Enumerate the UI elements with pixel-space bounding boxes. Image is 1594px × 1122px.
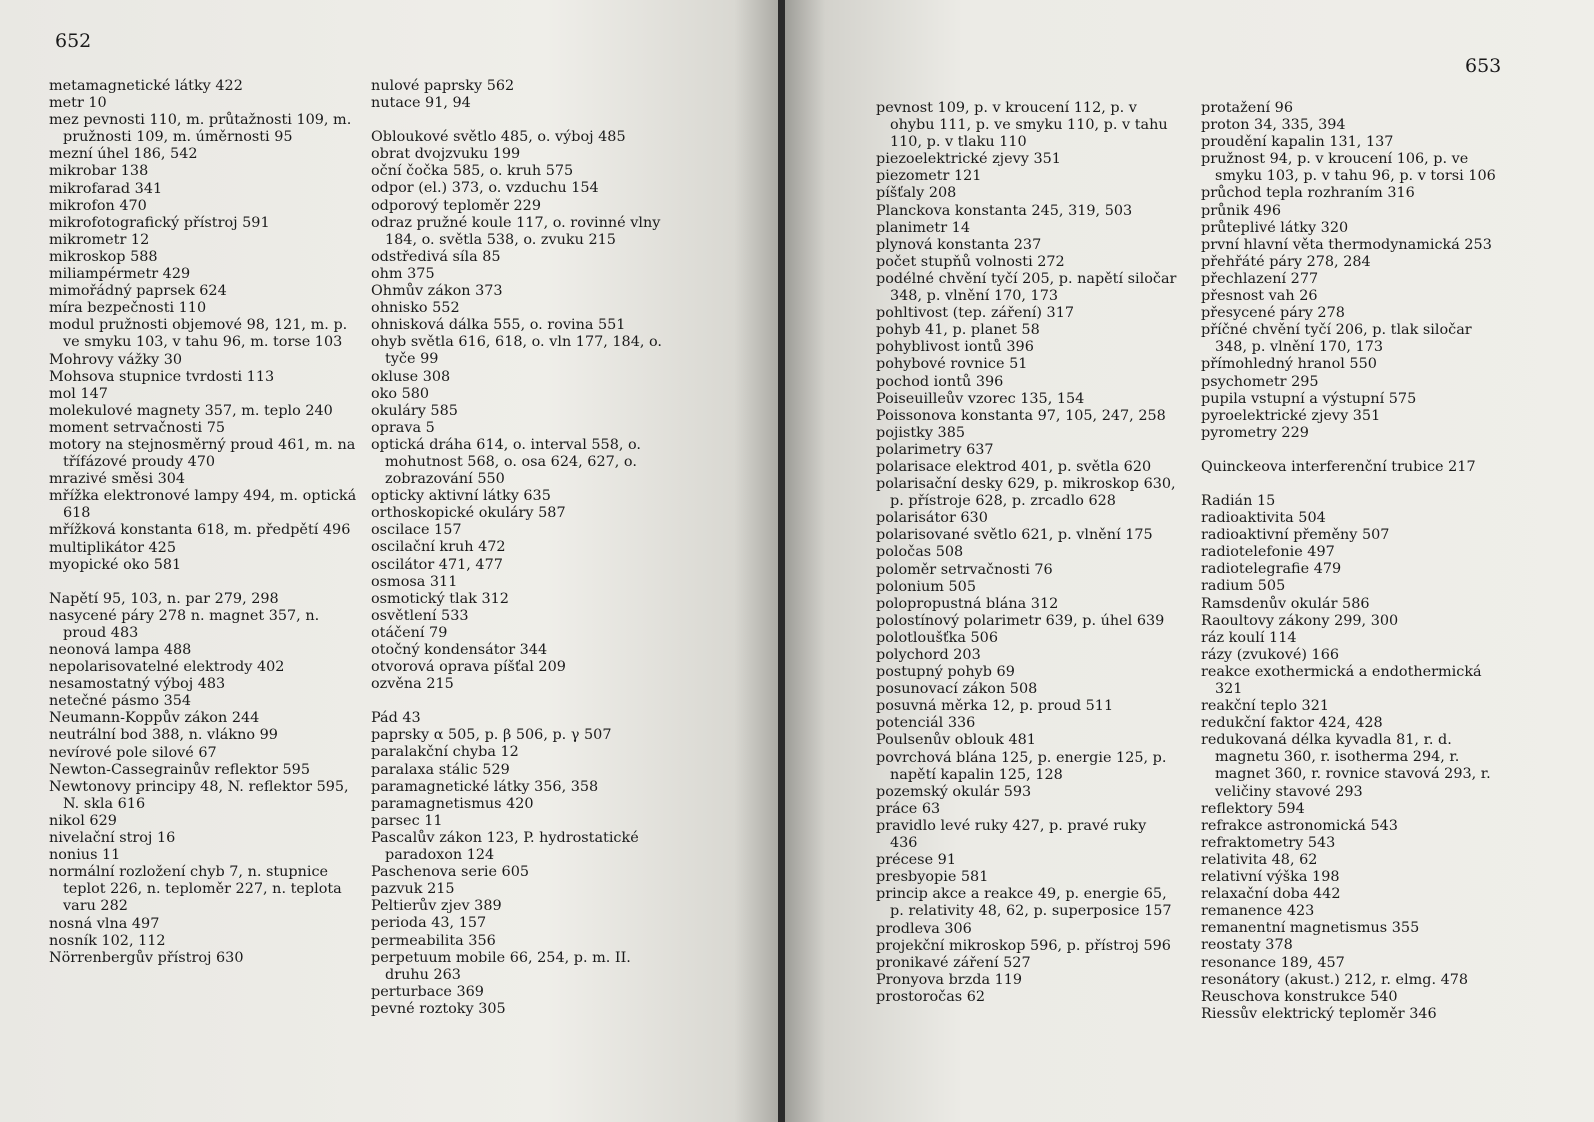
index-entry: polarisační desky 629, p. mikroskop 630, p. přístroje 628, p. zrcadlo 628: [876, 476, 1176, 510]
index-entry: neonová lampa 488: [49, 642, 192, 658]
index-entry: otáčení 79: [371, 624, 448, 641]
index-entry: pyrometry 229: [1201, 424, 1309, 441]
index-entry: počet stupňů volnosti 272: [876, 253, 1065, 270]
index-entry: proton 34, 335, 394: [1201, 117, 1346, 134]
index-entry: Paschenova serie 605: [371, 864, 530, 881]
index-entry: okuláry 585: [371, 402, 458, 419]
index-entry: polarisátor 630: [876, 510, 988, 527]
index-entry: permeabilita 356: [371, 932, 496, 949]
index-entry: pazvuk 215: [371, 881, 455, 898]
index-entry: nulové paprsky 562: [371, 78, 515, 94]
index-entry: perturbace 369: [371, 983, 484, 1000]
index-entry: oční čočka 585, o. kruh 575: [371, 163, 574, 180]
index-entry: polonium 505: [876, 578, 976, 595]
index-entry: Newton-Cassegrainův reflektor 595: [49, 761, 310, 778]
index-entry: nonius 11: [49, 847, 121, 864]
index-entry: přehřáté páry 278, 284: [1201, 253, 1371, 270]
index-entry: relativní výška 198: [1201, 869, 1340, 886]
index-entry: první hlavní věta thermodynamická 253: [1201, 236, 1492, 253]
index-entry: perpetuum mobile 66, 254, p. m. II. druhu 263: [371, 949, 631, 983]
index-column-left-1: [49, 78, 357, 967]
index-entry: polychord 203: [876, 647, 981, 663]
index-entry: mikroskop 588: [49, 248, 158, 265]
index-entry: Pád 43: [371, 710, 421, 727]
index-entry: ohnisko 552: [371, 300, 460, 317]
index-entry: pojistky 385: [876, 424, 965, 441]
index-entry: prostoročas 62: [876, 988, 986, 1005]
index-entry: práce 63: [876, 800, 941, 817]
index-entry: osvětlení 533: [371, 607, 469, 624]
index-entry: oscilátor 471, 477: [371, 556, 503, 573]
index-entry: relaxační doba 442: [1201, 886, 1341, 903]
index-entry: otočný kondensátor 344: [371, 642, 548, 658]
index-entry: poločas 508: [876, 544, 964, 561]
index-entry: oko 580: [371, 385, 430, 402]
index-entry: příčné chvění tyčí 206, p. tlak siločar 348, p. vlnění 170, 173: [1201, 322, 1472, 356]
index-entry: mrazivé směsi 304: [49, 471, 186, 488]
index-entry: nesamostatný výboj 483: [49, 676, 226, 693]
index-entry: piezoelektrické zjevy 351: [876, 151, 1061, 168]
index-entry: pronikavé záření 527: [876, 954, 1031, 971]
index-entry: resonance 189, 457: [1201, 954, 1345, 971]
index-entry: mez pevnosti 110, m. průtažnosti 109, m. pružnosti 109, m. úměrnosti 95: [49, 112, 352, 146]
index-entry: nasycené páry 278 n. magnet 357, n. proud 483: [49, 607, 320, 641]
index-entry: mřížka elektronové lampy 494, m. optická 618: [49, 488, 357, 522]
index-entry: polarimetry 637: [876, 441, 994, 458]
index-entry: paprsky α 505, p. β 506, p. γ 507: [371, 727, 612, 744]
index-column-right-1: [876, 100, 1178, 1006]
index-entry: Ohmův zákon 373: [371, 283, 503, 300]
index-entry: mimořádný paprsek 624: [49, 283, 227, 300]
index-entry: opticky aktivní látky 635: [371, 488, 551, 505]
index-entry: pevné roztoky 305: [371, 1000, 506, 1017]
index-entry: resonátory (akust.) 212, r. elmg. 478: [1201, 971, 1469, 988]
index-entry: multiplikátor 425: [49, 539, 176, 556]
index-entry: piezometr 121: [876, 168, 982, 185]
index-entry: mikrofotografický přístroj 591: [49, 214, 270, 231]
index-entry: obrat dvojzvuku 199: [371, 146, 521, 163]
index-entry: oscilační kruh 472: [371, 539, 506, 556]
index-entry: přechlazení 277: [1201, 270, 1319, 287]
index-entry: moment setrvačnosti 75: [49, 419, 226, 436]
index-entry: presbyopie 581: [876, 869, 989, 886]
index-entry: Planckova konstanta 245, 319, 503: [876, 202, 1133, 219]
index-entry: přesycené páry 278: [1201, 305, 1345, 322]
index-entry: radiotelefonie 497: [1201, 544, 1335, 561]
index-column-right-2: [1201, 100, 1503, 1023]
left-page: [0, 0, 781, 1122]
index-entry: radioaktivní přeměny 507: [1201, 527, 1390, 544]
index-entry: mikrometr 12: [49, 231, 150, 248]
index-entry: proudění kapalin 131, 137: [1201, 134, 1394, 151]
index-entry: odstředivá síla 85: [371, 248, 501, 265]
index-entry: pochod iontů 396: [876, 373, 1004, 390]
index-entry: ráz koulí 114: [1201, 629, 1297, 646]
index-entry: metr 10: [49, 95, 107, 112]
index-entry: pohyblivost iontů 396: [876, 339, 1034, 356]
index-entry: nevírové pole silové 67: [49, 744, 217, 761]
index-entry: Riessův elektrický teploměr 346: [1201, 1005, 1437, 1022]
index-entry: Napětí 95, 103, n. par 279, 298: [49, 590, 279, 607]
index-entry: refraktometry 543: [1201, 834, 1336, 851]
index-entry: povrchová blána 125, p. energie 125, p. napětí kapalin 125, 128: [876, 749, 1167, 783]
index-entry: myopické oko 581: [49, 556, 182, 573]
index-entry: Poiseuilleův vzorec 135, 154: [876, 390, 1085, 407]
index-entry: Radián 15: [1201, 492, 1276, 509]
index-entry: motory na stejnosměrný proud 461, m. na třífázové proudy 470: [49, 436, 356, 471]
index-entry: ozvěna 215: [371, 676, 454, 693]
index-entry: nosník 102, 112: [49, 932, 166, 949]
index-entry: polarisace elektrod 401, p. světla 620: [876, 458, 1152, 475]
index-entry: pohyb 41, p. planet 58: [876, 322, 1040, 339]
index-entry: molekulové magnety 357, m. teplo 240: [49, 402, 333, 419]
page-number-right: 653: [1465, 55, 1502, 77]
index-entry: mikrofarad 341: [49, 180, 163, 197]
index-entry: redukční faktor 424, 428: [1201, 715, 1383, 732]
index-entry: oprava 5: [371, 419, 435, 436]
index-entry: přímohledný hranol 550: [1201, 356, 1377, 373]
index-entry: ohnisková dálka 555, o. rovina 551: [371, 317, 626, 334]
index-entry: redukovaná délka kyvadla 81, r. d. magnetu 360, r. isotherma 294, r. magnet 360, r. rovnice stavová 293, r. veličiny stavové 293: [1201, 732, 1491, 800]
index-entry: paralaxa stálic 529: [371, 761, 510, 778]
index-entry: osmotický tlak 312: [371, 590, 509, 607]
index-entry: otvorová oprava píšťal 209: [371, 659, 566, 676]
index-entry: nikol 629: [49, 812, 117, 829]
index-entry: Poulsenův oblouk 481: [876, 732, 1036, 749]
index-column-left-2: [371, 78, 679, 1018]
index-entry: posunovací zákon 508: [876, 681, 1038, 698]
index-entry: pravidlo levé ruky 427, p. pravé ruky 436: [876, 817, 1147, 852]
index-entry: mikrofon 470: [49, 197, 147, 214]
index-entry: prodleva 306: [876, 920, 972, 937]
index-entry: Mohsova stupnice tvrdosti 113: [49, 368, 275, 385]
index-entry: odpor (el.) 373, o. vzduchu 154: [371, 180, 599, 197]
index-entry: mřížková konstanta 618, m. předpětí 496: [49, 522, 351, 539]
index-entry: remanentní magnetismus 355: [1201, 920, 1420, 937]
index-entry: parsec 11: [371, 812, 443, 829]
index-entry: Nörrenbergův přístroj 630: [49, 949, 244, 966]
index-entry: míra bezpečnosti 110: [49, 300, 207, 317]
index-entry: pozemský okulár 593: [876, 783, 1032, 800]
index-entry: posuvná měrka 12, p. proud 511: [876, 698, 1114, 715]
index-entry: radiotelegrafie 479: [1201, 561, 1342, 578]
page-number-left: 652: [55, 30, 92, 52]
index-entry: odraz pružné koule 117, o. rovinné vlny 184, o. světla 538, o. zvuku 215: [371, 214, 661, 248]
index-entry: odporový teploměr 229: [371, 197, 541, 214]
index-entry: okluse 308: [371, 368, 451, 385]
index-entry: píšťaly 208: [876, 185, 957, 202]
index-entry: metamagnetické látky 422: [49, 78, 243, 94]
index-entry: rázy (zvukové) 166: [1201, 646, 1340, 663]
index-entry: nosná vlna 497: [49, 915, 160, 932]
index-entry: mezní úhel 186, 542: [49, 146, 198, 163]
index-entry: planimetr 14: [876, 219, 970, 236]
index-entry: postupný pohyb 69: [876, 664, 1015, 681]
index-entry: reostaty 378: [1201, 937, 1293, 954]
index-entry: Poissonova konstanta 97, 105, 247, 258: [876, 407, 1166, 424]
index-entry: pyroelektrické zjevy 351: [1201, 407, 1381, 424]
index-entry: refrakce astronomická 543: [1201, 817, 1398, 834]
index-entry: pohybové rovnice 51: [876, 356, 1028, 373]
index-entry: Neumann-Koppův zákon 244: [49, 710, 260, 727]
index-entry: mol 147: [49, 385, 108, 402]
index-entry: miliampérmetr 429: [49, 266, 191, 283]
index-entry: Raoultovy zákony 299, 300: [1201, 612, 1399, 629]
right-page: [785, 0, 1594, 1122]
index-entry: reakce exothermická a endothermická 321: [1201, 663, 1482, 697]
index-entry: paramagnetismus 420: [371, 795, 534, 812]
index-entry: netečné pásmo 354: [49, 693, 192, 710]
index-entry: Quinckeova interferenční trubice 217: [1201, 458, 1476, 475]
index-entry: princip akce a reakce 49, p. energie 65, p. relativity 48, 62, p. superposice 157: [876, 886, 1172, 920]
index-entry: ohyb světla 616, 618, o. vln 177, 184, o. tyče 99: [371, 334, 663, 368]
index-entry: modul pružnosti objemové 98, 121, m. p. ve smyku 103, v tahu 96, m. torse 103: [49, 317, 348, 351]
index-entry: ohm 375: [371, 265, 435, 282]
index-entry: orthoskopické okuláry 587: [371, 505, 566, 522]
index-entry: přesnost vah 26: [1201, 288, 1318, 305]
index-entry: polostínový polarimetr 639, p. úhel 639: [876, 612, 1165, 629]
index-entry: reflektory 594: [1201, 800, 1305, 817]
index-entry: optická dráha 614, o. interval 558, o. mohutnost 568, o. osa 624, 627, o. zobrazování 550: [371, 436, 641, 488]
index-entry: polotloušťka 506: [876, 629, 998, 646]
index-entry: remanence 423: [1201, 903, 1315, 920]
index-entry: nepolarisovatelné elektrody 402: [49, 659, 285, 676]
index-entry: Peltierův zjev 389: [371, 898, 502, 915]
index-entry: průteplivé látky 320: [1201, 219, 1349, 236]
index-entry: podélné chvění tyčí 205, p. napětí siločar 348, p. vlnění 170, 173: [876, 270, 1177, 305]
index-entry: pružnost 94, p. v kroucení 106, p. ve smyku 103, p. v tahu 96, p. v torsi 106: [1201, 151, 1496, 185]
index-entry: projekční mikroskop 596, p. přístroj 596: [876, 937, 1171, 954]
index-entry: Reuschova konstrukce 540: [1201, 988, 1398, 1005]
index-entry: Mohrovy vážky 30: [49, 351, 183, 368]
index-entry: polopropustná blána 312: [876, 595, 1059, 612]
index-entry: perioda 43, 157: [371, 915, 487, 932]
index-entry: pohltivost (tep. záření) 317: [876, 305, 1075, 322]
index-entry: paramagnetické látky 356, 358: [371, 778, 599, 795]
index-entry: nivelační stroj 16: [49, 830, 176, 847]
index-entry: osmosa 311: [371, 573, 458, 590]
index-entry: Pronyova brzda 119: [876, 971, 1023, 988]
index-entry: radium 505: [1201, 578, 1286, 595]
index-entry: neutrální bod 388, n. vlákno 99: [49, 727, 278, 744]
index-entry: radioaktivita 504: [1201, 510, 1326, 527]
index-entry: pupila vstupní a výstupní 575: [1201, 390, 1417, 407]
index-entry: Ramsdenův okulár 586: [1201, 595, 1370, 612]
index-entry: polarisované světlo 621, p. vlnění 175: [876, 527, 1153, 544]
index-entry: mikrobar 138: [49, 163, 149, 180]
index-entry: Obloukové světlo 485, o. výboj 485: [371, 129, 626, 146]
index-entry: protažení 96: [1201, 100, 1293, 116]
index-entry: poloměr setrvačnosti 76: [876, 561, 1053, 578]
index-entry: plynová konstanta 237: [876, 236, 1042, 253]
index-entry: průchod tepla rozhraním 316: [1201, 185, 1415, 202]
index-entry: reakční teplo 321: [1201, 698, 1330, 715]
index-entry: nutace 91, 94: [371, 95, 471, 112]
index-entry: průnik 496: [1201, 202, 1281, 219]
index-entry: relativita 48, 62: [1201, 851, 1318, 868]
index-entry: potenciál 336: [876, 715, 976, 732]
index-entry: Newtonovy principy 48, N. reflektor 595, N. skla 616: [49, 778, 349, 812]
index-entry: psychometr 295: [1201, 373, 1319, 390]
index-entry: précese 91: [876, 852, 956, 869]
index-entry: normální rozložení chyb 7, n. stupnice teplot 226, n. teploměr 227, n. teplota varu 282: [49, 864, 342, 915]
index-entry: oscilace 157: [371, 522, 462, 539]
index-entry: Pascalův zákon 123, P. hydrostatické paradoxon 124: [371, 829, 639, 864]
index-entry: paralakční chyba 12: [371, 744, 519, 761]
index-entry: pevnost 109, p. v kroucení 112, p. v ohybu 111, p. ve smyku 110, p. v tahu 110, p. v tlaku 110: [876, 100, 1168, 151]
